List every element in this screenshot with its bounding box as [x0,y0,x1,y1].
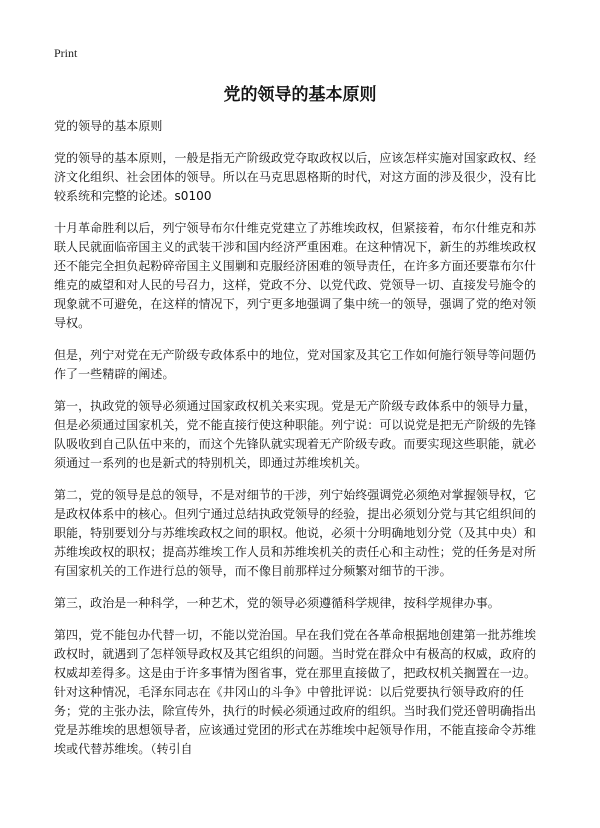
paragraph-6: 第三，政治是一种科学，一种艺术，党的领导必须遵循科学规律，按科学规律办事。 [54,596,500,610]
paragraph-4: 第一，执政党的领导必须通过国家政权机关来实现。党是无产阶级专政体系中的领导力量，但是必须通过国家机关，党不能直接行使这种职能。列宁说：可以说党是把无产阶级的先锋队吸收到自己队伍中来的，而这个先锋队就实现着无产阶级专政。而要实现这些职能，就必须通过一系列的也是新式的特别机关，即通过苏维埃机关。 [54,399,537,470]
article-body [54,117,546,772]
paragraph-7: 第四，党不能包办代替一切，不能以党治国。早在我们党在各革命根据地创建第一批苏维埃政权时，就遇到了怎样领导政权及其它组织的问题。当时党在群众中有极高的权威，政府的权威却差得多。这是由于许多事情为图省事，党在那里直接做了，把政权机关搁置在一边。针对这种情况，毛泽东同志在《井冈山的斗争》中曾批评说：以后党要执行领导政府的任务；党的主张办法，除宣传外，执行的时候必须通过政府的组织。当时我们党还曾明确指出党是苏维埃的思想领导者，应该通过党团的形式在苏维埃中起领导作用，不能直接命令苏维埃或代替苏维埃。（转引自 [54,628,537,756]
article-subtitle: 党的领导的基本原则 [54,119,163,133]
paragraph-2: 十月革命胜利以后，列宁领导布尔什维克党建立了苏维埃政权，但紧接着，布尔什维克和苏联人民就面临帝国主义的武装干涉和国内经济严重困难。在这种情况下，新生的苏维埃政权还不能完全担负起粉碎帝国主义围剿和克服经济困难的领导责任，在许多方面还要靠布尔什维克的威望和对人民的号召力，这样，党政不分、以党代政、党领导一切、直接发号施令的现象就不可避免，在这样的情况下，列宁更多地强调了集中统一的领导，强调了党的绝对领导权。 [54,221,537,330]
print-link[interactable]: Print [54,46,78,60]
paragraph-3: 但是，列宁对党在无产阶级专政体系中的地位，党对国家及其它工作如何施行领导等问题仍作了一些精辟的阐述。 [54,348,537,381]
paragraph-5: 第二，党的领导是总的领导，不是对细节的干涉，列宁始终强调党必须绝对掌握领导权，它是政权体系中的核心。但列宁通过总结执政党领导的经验，提出必须划分党与其它组织间的职能，特别要划分与苏维埃政权之间的职权。他说，必须十分明确地划分党（及其中央）和苏维埃政权的职权；提高苏维埃工作人员和苏维埃机关的责任心和主动性；党的任务是对所有国家机关的工作进行总的领导，而不像目前那样过分频繁对细节的干涉。 [54,488,537,578]
paragraph-1: 党的领导的基本原则，一般是指无产阶级政党夺取政权以后，应该怎样实施对国家政权、经济文化组织、社会团体的领导。所以在马克思恩格斯的时代，对这方面的涉及很少，没有比较系统和完整的论述。s0100 [54,151,537,203]
page-title: 党的领导的基本原则 [223,85,377,105]
